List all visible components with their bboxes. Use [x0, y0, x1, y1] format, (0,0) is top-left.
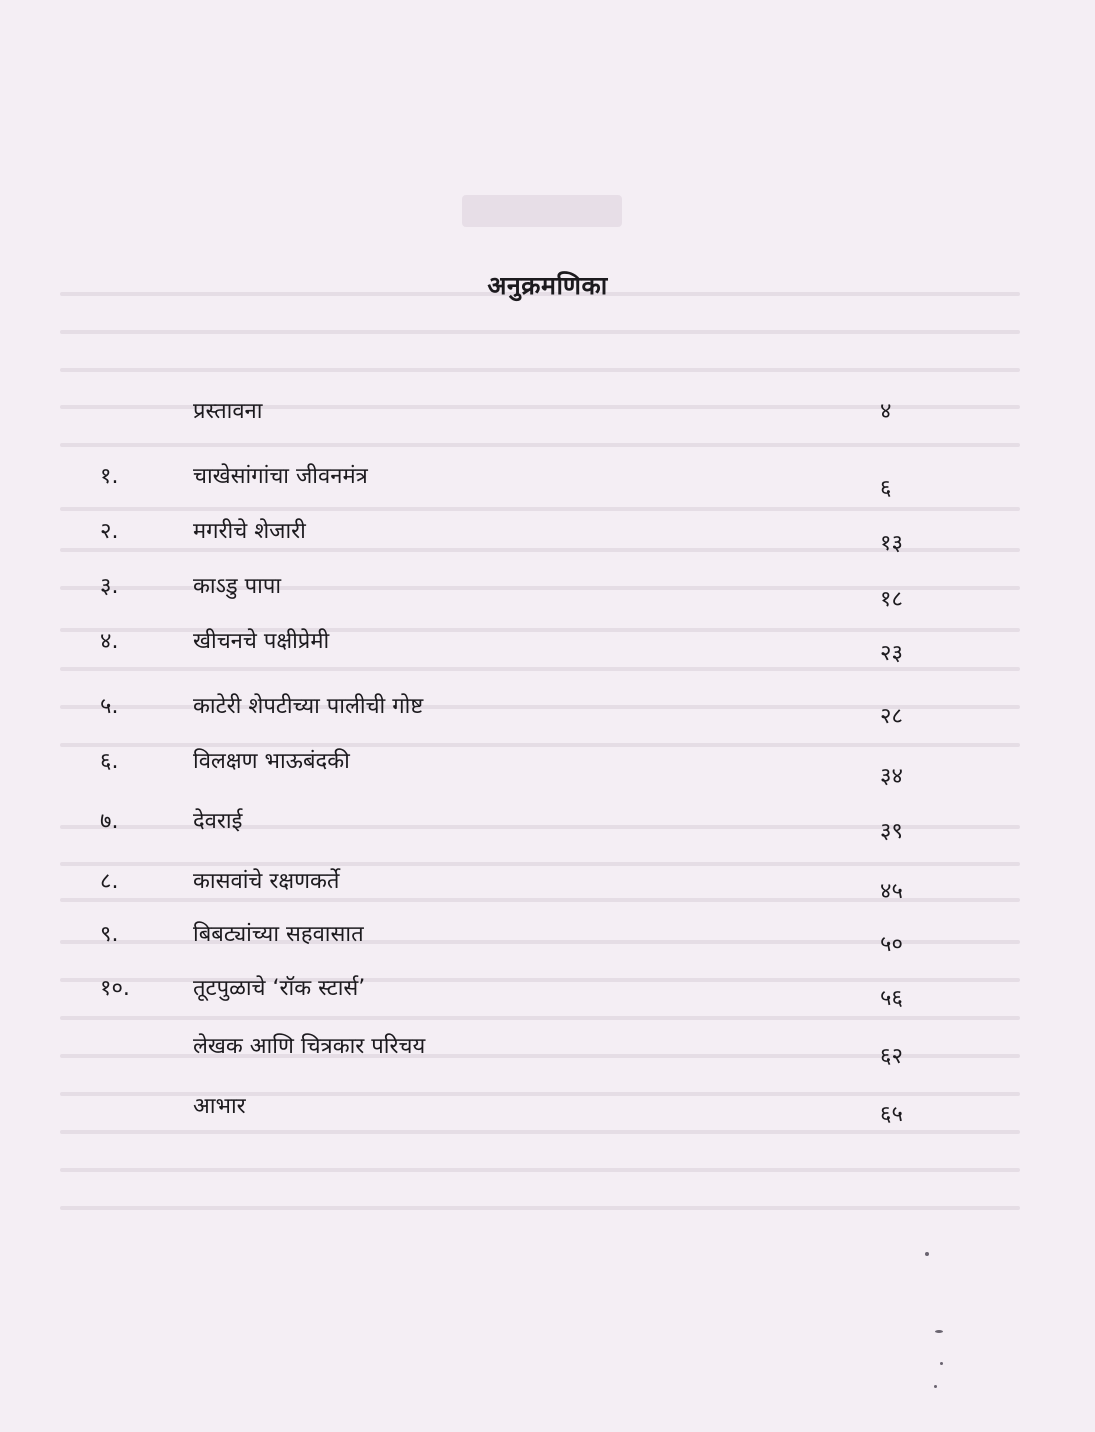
toc-entry-title: लेखक आणि चित्रकार परिचय — [193, 1034, 426, 1059]
toc-entry-page-number: १८ — [880, 587, 903, 612]
toc-entry-title: काटेरी शेपटीच्या पालीची गोष्ट — [193, 694, 424, 719]
toc-entry-page-number: ५६ — [880, 986, 903, 1011]
scan-speck — [925, 1252, 929, 1256]
toc-entry-title: खीचनचे पक्षीप्रेमी — [193, 629, 330, 654]
toc-entry-title: बिबट्यांच्या सहवासात — [193, 922, 364, 947]
toc-entry-number: ९. — [100, 922, 119, 947]
bleed-through-line — [60, 368, 1020, 372]
bleed-through-line — [60, 1130, 1020, 1134]
bleed-through-line — [60, 1206, 1020, 1210]
toc-entry-page-number: ३४ — [880, 764, 903, 789]
toc-entry-page-number: ६५ — [880, 1102, 903, 1127]
toc-entry-title: चाखेसांगांचा जीवनमंत्र — [193, 464, 368, 489]
bleed-through-line — [60, 1016, 1020, 1020]
toc-entry-page-number: १३ — [880, 531, 903, 556]
toc-entry-number: ७. — [100, 809, 119, 834]
toc-entry-number: १०. — [100, 976, 130, 1001]
scan-speck — [934, 1385, 937, 1388]
toc-entry-title: काऽडु पापा — [193, 574, 282, 599]
toc-entry-title: तूटपुळाचे ‘रॉक स्टार्स’ — [193, 976, 366, 1001]
toc-entry-number: २. — [100, 519, 119, 544]
bleed-through-line — [60, 330, 1020, 334]
bleed-through-title — [462, 195, 622, 227]
bleed-through-line — [60, 667, 1020, 671]
toc-entry-number: १. — [100, 464, 119, 489]
toc-entry-title: देवराई — [193, 809, 243, 834]
bleed-through-line — [60, 443, 1020, 447]
toc-entry-page-number: २३ — [880, 641, 903, 666]
scan-speck — [935, 1330, 943, 1333]
toc-entry-title: आभार — [193, 1094, 246, 1119]
toc-entry-title: मगरीचे शेजारी — [193, 519, 306, 544]
toc-entry-title: कासवांचे रक्षणकर्ते — [193, 869, 340, 894]
toc-entry-number: ३. — [100, 574, 119, 599]
bleed-through-line — [60, 507, 1020, 511]
toc-entry-title: विलक्षण भाऊबंदकी — [193, 749, 350, 774]
toc-entry-page-number: ६ — [880, 476, 892, 501]
toc-entry-page-number: ४५ — [880, 879, 903, 904]
toc-entry-number: ५. — [100, 694, 119, 719]
toc-entry-page-number: ५० — [880, 932, 903, 957]
toc-entry-number: ६. — [100, 749, 119, 774]
bleed-through-line — [60, 548, 1020, 552]
toc-entry-page-number: २८ — [880, 704, 903, 729]
toc-entry-title: प्रस्तावना — [193, 399, 263, 424]
bleed-through-line — [60, 898, 1020, 902]
toc-entry-number: ८. — [100, 869, 119, 894]
toc-heading: अनुक्रमणिका — [487, 271, 608, 300]
bleed-through-line — [60, 1168, 1020, 1172]
toc-entry-page-number: ४ — [880, 399, 892, 424]
scan-speck — [940, 1362, 943, 1365]
toc-entry-page-number: ६२ — [880, 1044, 903, 1069]
toc-entry-number: ४. — [100, 629, 119, 654]
toc-entry-page-number: ३९ — [880, 819, 903, 844]
